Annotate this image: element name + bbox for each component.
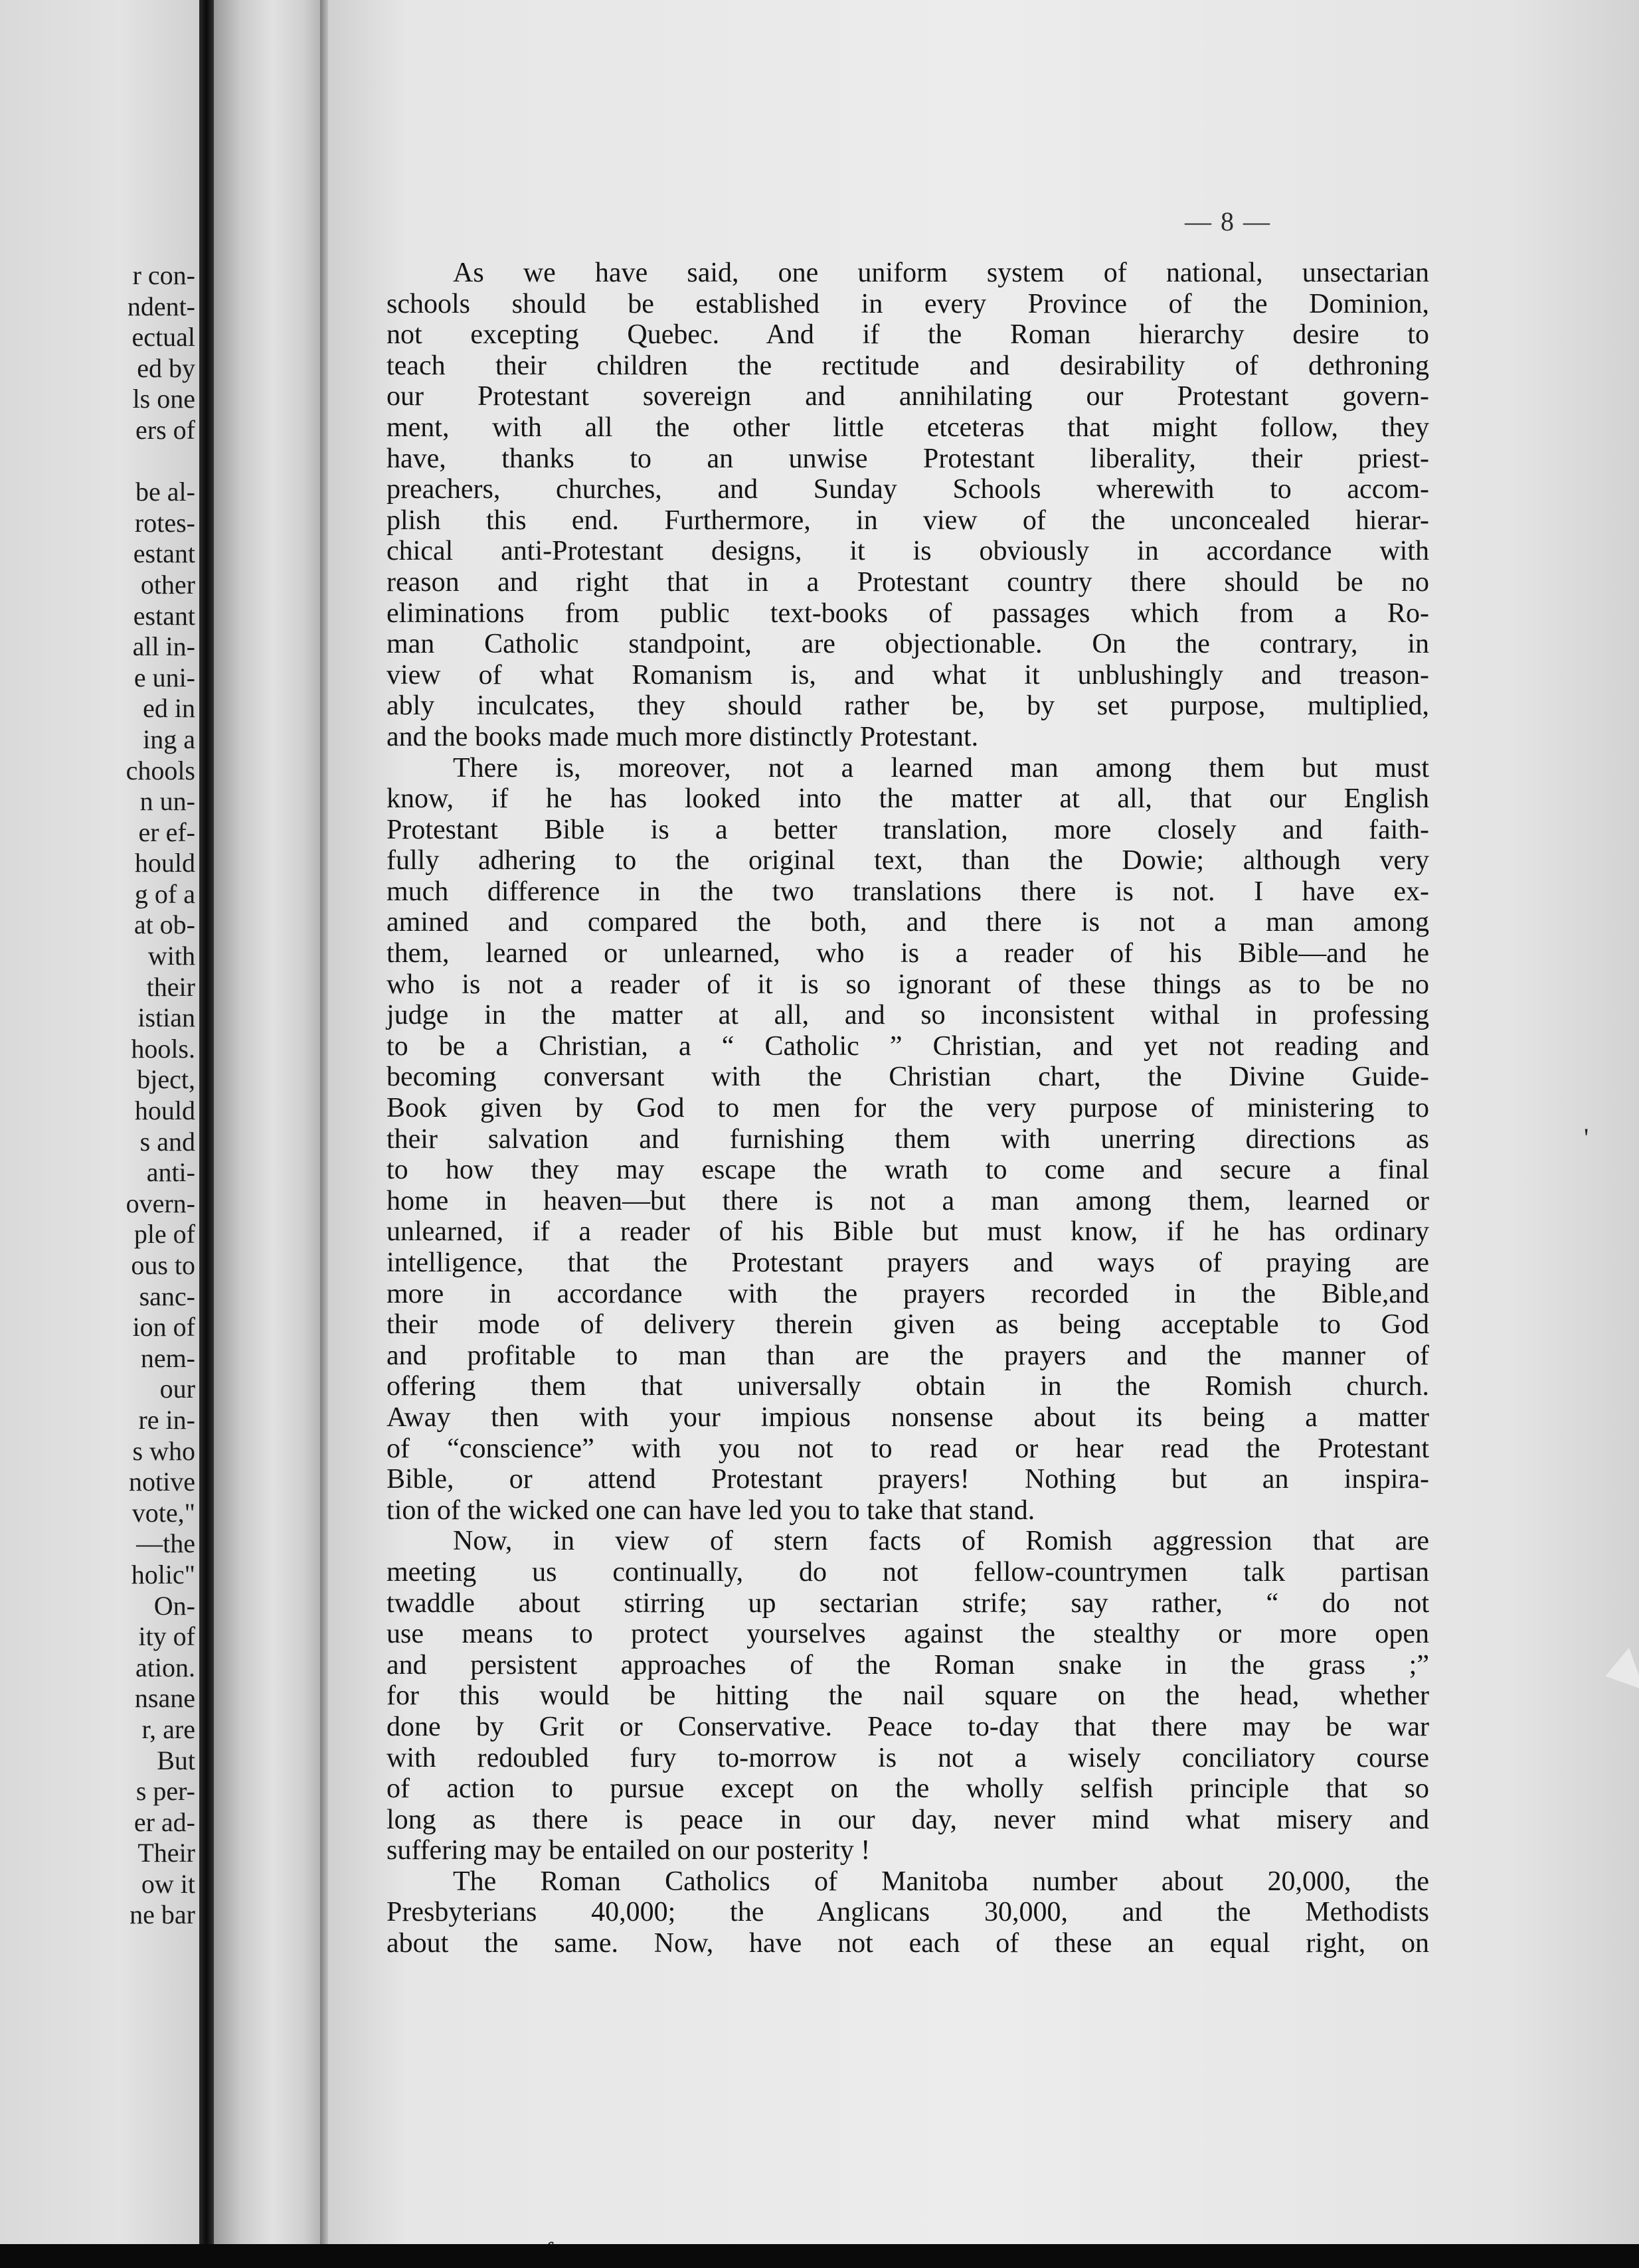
text-line: not excepting Quebec. And if the Roman hierarchy desire to bbox=[387, 319, 1429, 351]
facing-page-line: ion of bbox=[132, 1312, 195, 1342]
text-line: use means to protect yourselves against the stealthy or more open bbox=[387, 1619, 1429, 1650]
facing-page-line: ation. bbox=[135, 1652, 195, 1682]
facing-page-line: er ad- bbox=[133, 1807, 195, 1837]
facing-page-line: hools. bbox=[131, 1033, 195, 1064]
binding-gutter bbox=[199, 0, 214, 2268]
facing-page-line: —the bbox=[136, 1528, 195, 1559]
facing-page-line: s and bbox=[139, 1126, 195, 1157]
facing-page-line: ple of bbox=[133, 1219, 195, 1250]
text-line: to be a Christian, a “ Catholic ” Christian, and yet not reading and bbox=[387, 1030, 1429, 1062]
facing-page-line: ow it bbox=[141, 1868, 195, 1899]
text-line: them, learned or unlearned, who is a reader of his Bible—and he bbox=[387, 938, 1429, 969]
facing-page-line: re in- bbox=[138, 1404, 195, 1435]
scan-bottom-edge bbox=[0, 2244, 1639, 2268]
facing-page-line: nsane bbox=[134, 1683, 195, 1714]
text-line: and profitable to man than are the prayers and the manner of bbox=[387, 1340, 1429, 1371]
text-line: Bible, or attend Protestant prayers! Nothing but an inspira- bbox=[387, 1464, 1429, 1495]
text-line: There is, moreover, not a learned man among them but must bbox=[453, 752, 1429, 783]
text-line: much difference in the two translations there is not. I have ex- bbox=[387, 876, 1429, 907]
facing-page-line bbox=[3, 446, 195, 477]
facing-page-line: ndent- bbox=[127, 291, 195, 321]
text-line: suffering may be entailed on our posterity ! bbox=[387, 1835, 871, 1866]
facing-page-line: g of a bbox=[134, 878, 195, 909]
facing-page-line: Their bbox=[137, 1838, 195, 1868]
text-line: schools should be established in every Province of the Dominion, bbox=[387, 288, 1429, 319]
facing-page-line: anti- bbox=[146, 1157, 195, 1188]
text-line: ment, with all the other little etceteras that might follow, they bbox=[387, 412, 1429, 443]
facing-page-line: r con- bbox=[132, 260, 195, 290]
facing-page-line: ed by bbox=[137, 353, 195, 383]
facing-page-line: ers of bbox=[135, 414, 195, 445]
facing-page-line: at ob- bbox=[133, 910, 195, 940]
facing-page-line: bject, bbox=[137, 1064, 195, 1095]
text-line: and persistent approaches of the Roman snake in the grass ;” bbox=[387, 1649, 1429, 1680]
facing-page-line: ity of bbox=[138, 1621, 195, 1652]
text-line: As we have said, one uniform system of national, unsectarian bbox=[453, 258, 1429, 288]
facing-page-line: holic" bbox=[131, 1559, 195, 1589]
text-line: done by Grit or Conservative. Peace to-day that there may be war bbox=[387, 1711, 1429, 1742]
facing-page-line: sanc- bbox=[139, 1281, 195, 1311]
text-line: preachers, churches, and Sunday Schools wherewith to accom- bbox=[387, 474, 1429, 505]
facing-page-line: ectual bbox=[131, 322, 195, 353]
text-line: Protestant Bible is a better translation, more closely and faith- bbox=[387, 814, 1429, 845]
facing-page-line: nem- bbox=[140, 1342, 195, 1373]
text-line: chical anti-Protestant designs, it is obviously in accordance with bbox=[387, 536, 1429, 567]
text-line: home in heaven—but there is not a man among them, learned or bbox=[387, 1185, 1429, 1216]
binding-edge bbox=[320, 0, 328, 2268]
text-line: teach their children the rectitude and desirability of dethroning bbox=[387, 350, 1429, 381]
text-line: their salvation and furnishing them with unerring directions as bbox=[387, 1123, 1429, 1155]
text-line: plish this end. Furthermore, in view of the unconcealed hierar- bbox=[387, 505, 1429, 536]
text-line: becoming conversant with the Christian chart, the Divine Guide- bbox=[387, 1062, 1429, 1093]
text-line: fully adhering to the original text, than the Dowie; although very bbox=[387, 845, 1429, 876]
text-line: reason and right that in a Protestant country there should be no bbox=[387, 566, 1429, 598]
facing-page-line: ne bar bbox=[129, 1900, 195, 1930]
facing-page-line: s who bbox=[132, 1435, 195, 1466]
facing-page-line: all in- bbox=[132, 631, 195, 662]
facing-page-line: ls one bbox=[132, 384, 195, 414]
facing-page-line: our bbox=[159, 1374, 195, 1404]
text-line: long as there is peace in our day, never mind what misery and bbox=[387, 1804, 1429, 1835]
facing-page-fragment bbox=[0, 0, 199, 2244]
facing-page-line: estant bbox=[133, 538, 195, 569]
text-line: know, if he has looked into the matter at all, that our English bbox=[387, 783, 1429, 815]
text-line: Book given by God to men for the very purpose of ministering to bbox=[387, 1093, 1429, 1124]
facing-page-line: overn- bbox=[126, 1188, 195, 1218]
facing-page-line: But bbox=[157, 1745, 195, 1775]
text-line: unlearned, if a reader of his Bible but must know, if he has ordinary bbox=[387, 1216, 1429, 1248]
text-line: intelligence, that the Protestant prayers and ways of praying are bbox=[387, 1248, 1429, 1278]
facing-page-line: istian bbox=[137, 1003, 195, 1033]
facing-page-line: On- bbox=[153, 1590, 195, 1621]
text-line: twaddle about stirring up sectarian strife; say rather, “ do not bbox=[387, 1587, 1429, 1619]
facing-page-line: er ef- bbox=[138, 817, 195, 847]
facing-page-line: hould bbox=[134, 1095, 195, 1126]
text-line: our Protestant sovereign and annihilating our Protestant govern- bbox=[387, 381, 1429, 412]
text-line: eliminations from public text-books of passages which from a Ro- bbox=[387, 598, 1429, 629]
facing-page-line: ing a bbox=[143, 724, 195, 754]
facing-page-line: ed in bbox=[143, 693, 195, 724]
facing-page-line: estant bbox=[133, 600, 195, 631]
facing-page-line: s per- bbox=[135, 1776, 195, 1807]
text-line: Now, in view of stern facts of Romish aggression that are bbox=[453, 1526, 1429, 1557]
text-line: have, thanks to an unwise Protestant liberality, their priest- bbox=[387, 443, 1429, 474]
text-line: Presbyterians 40,000; the Anglicans 30,000, and the Methodists bbox=[387, 1897, 1429, 1928]
text-line: about the same. Now, have not each of these an equal right, on bbox=[387, 1928, 1429, 1959]
facing-page-line: hould bbox=[134, 848, 195, 878]
text-line: of action to pursue except on the wholly selfish principle that so bbox=[387, 1773, 1429, 1805]
text-line: Away then with your impious nonsense about its being a matter bbox=[387, 1402, 1429, 1433]
facing-page-line: their bbox=[146, 971, 195, 1002]
facing-page-line: other bbox=[140, 569, 195, 600]
text-line: with redoubled fury to-morrow is not a wisely conciliatory course bbox=[387, 1742, 1429, 1773]
text-line: view of what Romanism is, and what it unblushingly and treason- bbox=[387, 659, 1429, 690]
facing-page-line: chools bbox=[126, 755, 195, 785]
text-line: for this would be hitting the nail square on the head, whether bbox=[387, 1680, 1429, 1712]
facing-page-text bbox=[3, 260, 195, 1931]
facing-page-line: r, are bbox=[141, 1714, 195, 1744]
binding-strip bbox=[214, 0, 320, 2268]
text-line: judge in the matter at all, and so inconsistent withal in professing bbox=[387, 1000, 1429, 1031]
text-line: tion of the wicked one can have led you to take that stand. bbox=[387, 1495, 1035, 1526]
text-line: who is not a reader of it is so ignorant of these things as to be no bbox=[387, 969, 1429, 1000]
text-line: more in accordance with the prayers recorded in the Bible,and bbox=[387, 1278, 1429, 1309]
text-line: offering them that universally obtain in the Romish church. bbox=[387, 1371, 1429, 1402]
facing-page-line: with bbox=[147, 941, 195, 971]
text-line: man Catholic standpoint, are objectionable. On the contrary, in bbox=[387, 629, 1429, 660]
facing-page-line: rotes- bbox=[134, 507, 195, 538]
text-line: to how they may escape the wrath to come and secure a final bbox=[387, 1155, 1429, 1186]
text-line: amined and compared the both, and there is not a man among bbox=[387, 907, 1429, 938]
facing-page-line: e uni- bbox=[133, 662, 195, 692]
facing-page-line: vote," bbox=[131, 1497, 195, 1528]
margin-mark: ' bbox=[1584, 1123, 1589, 1153]
facing-page-line: n un- bbox=[139, 786, 195, 817]
text-line: their mode of delivery therein given as being acceptable to God bbox=[387, 1309, 1429, 1340]
text-line: of “conscience” with you not to read or hear read the Protestant bbox=[387, 1433, 1429, 1464]
text-line: and the books made much more distinctly Protestant. bbox=[387, 721, 979, 752]
text-line: meeting us continually, do not fellow-countrymen talk partisan bbox=[387, 1556, 1429, 1587]
text-line: The Roman Catholics of Manitoba number about 20,000, the bbox=[453, 1866, 1429, 1897]
page-number: — 8 — bbox=[1185, 206, 1271, 236]
body-text bbox=[387, 258, 1429, 1959]
facing-page-line: be al- bbox=[135, 477, 195, 507]
facing-page-line: ous to bbox=[131, 1250, 195, 1280]
facing-page-line: notive bbox=[129, 1467, 195, 1497]
text-line: ably inculcates, they should rather be, by set purpose, multiplied, bbox=[387, 690, 1429, 722]
